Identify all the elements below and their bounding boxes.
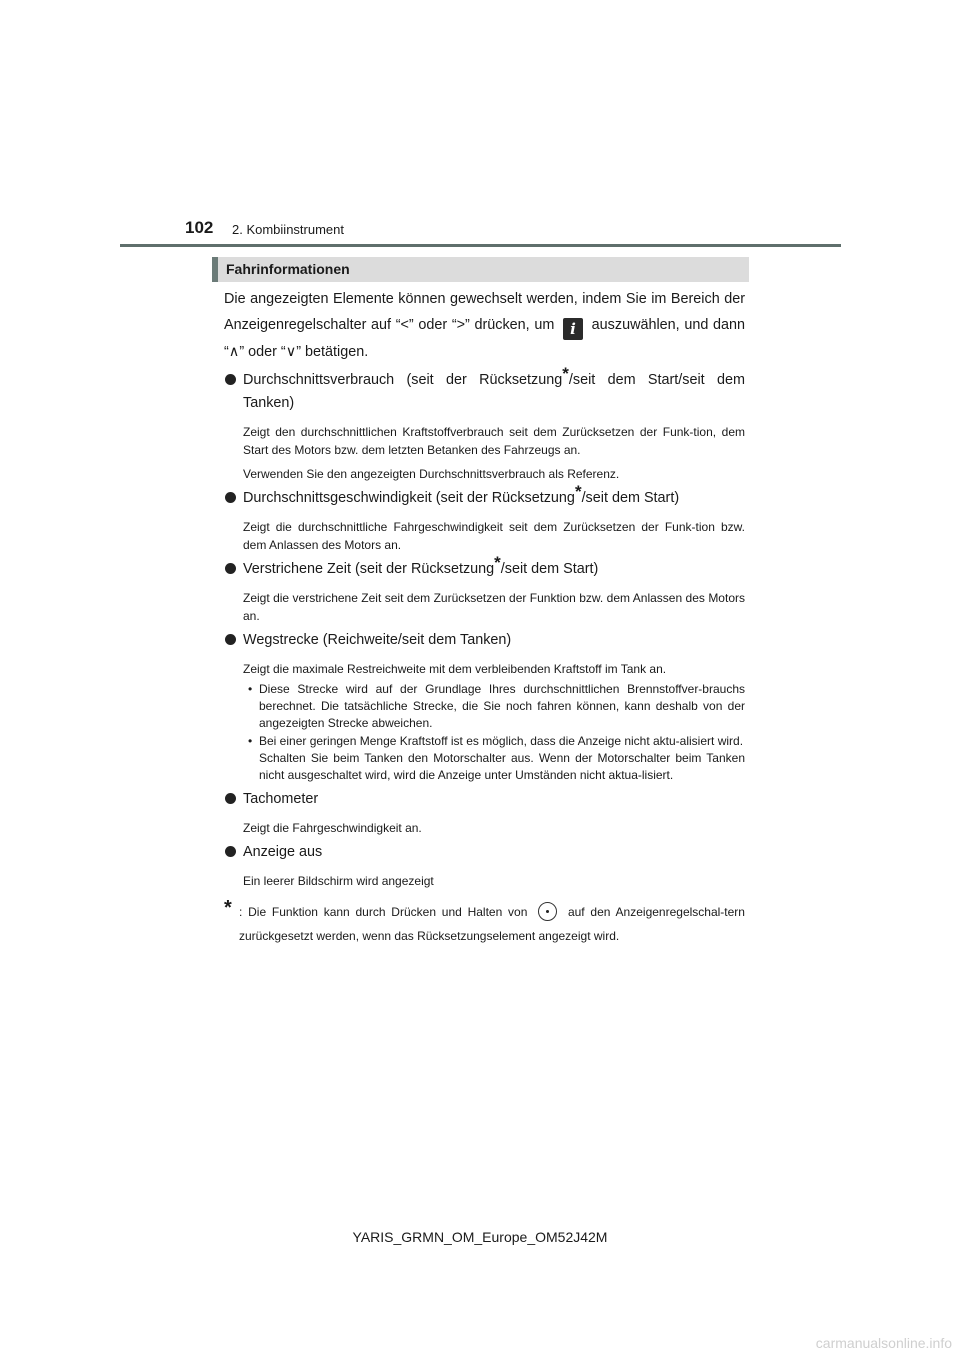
footnote-text-1: : Die Funktion kann durch Drücken und Halten von <box>239 905 528 920</box>
sub-list-item <box>243 733 745 785</box>
bullet-icon <box>225 793 236 804</box>
item-title: Wegstrecke (Reichweite/seit dem Tanken) <box>243 632 512 648</box>
page-number: 102 <box>185 218 214 237</box>
bullet-icon <box>225 846 236 857</box>
footnote-star: * <box>224 897 232 920</box>
item-title-text: Verstrichene Zeit (seit der Rücksetzung <box>243 561 495 577</box>
sub-item-text: Diese Strecke wird auf der Grundlage Ihres durchschnittlichen Brennstoffver-brauchs berechnet. Die tatsächliche Strecke, die Sie noch fahren können, kann deshalb von der angezeigten Strecke abweichen. <box>259 682 745 731</box>
list-item <box>224 629 745 784</box>
list-item <box>224 788 745 837</box>
item-title-text: Durchschnittsgeschwindigkeit (seit der Rücksetzung <box>243 490 575 506</box>
item-title-text-after: /seit dem Start/seit dem Tanken) <box>243 372 745 411</box>
bullet-icon <box>225 563 236 574</box>
intro-text-2: auszuwählen, und dann “∧” oder “∨” betätigen. <box>224 316 746 360</box>
document-code: YARIS_GRMN_OM_Europe_OM52J42M <box>352 1229 608 1245</box>
center-button-icon <box>538 902 557 921</box>
item-title: Anzeige aus <box>243 844 323 861</box>
item-title-text-after: /seit dem Start) <box>500 561 599 577</box>
footnote-star: * <box>494 553 501 572</box>
item-description: Zeigt die Fahrgeschwindigkeit an. <box>243 821 422 836</box>
item-title-text-after: /seit dem Start) <box>581 490 680 506</box>
info-icon: i <box>563 318 583 340</box>
intro-text-1: Die angezeigten Elemente können gewechselt werden, indem Sie im Bereich der Anzeigenregelschalter auf “<” oder “>” drücken, um <box>224 291 745 333</box>
sub-item-continuation: Schalten Sie beim Tanken den Motorschalter aus. Wenn der Motorschalter beim Tanken nicht ausgeschaltet wird, wird die Anzeige unter Umständen nicht aktua-lisiert. <box>259 750 745 783</box>
footnote-star: * <box>562 364 569 383</box>
footnote <box>224 897 745 948</box>
item-description: Zeigt den durchschnittlichen Kraftstoffverbrauch seit dem Zurücksetzen der Funk-tion, dem Start des Motors bzw. dem letzten Betanken des Fahrzeugs an. <box>243 425 745 457</box>
sub-list-item <box>243 681 745 733</box>
main-content <box>224 287 745 948</box>
list-item <box>224 841 745 890</box>
sub-bullet: • <box>248 682 253 696</box>
item-title-text: Durchschnittsverbrauch (seit der Rücksetzung <box>243 372 563 388</box>
section-accent <box>212 257 218 282</box>
sub-item-text: Bei einer geringen Menge Kraftstoff ist es möglich, dass die Anzeige nicht aktu-alisiert wird. <box>259 733 744 748</box>
bullet-icon <box>225 374 236 385</box>
footnote-star: * <box>574 482 582 501</box>
list-item <box>224 364 745 483</box>
header-divider <box>120 244 841 247</box>
chapter-title: 2. Kombiinstrument <box>232 222 344 237</box>
intro-paragraph <box>224 287 745 365</box>
item-title <box>243 553 745 581</box>
item-title <box>243 482 745 510</box>
section-header <box>212 257 749 282</box>
item-title <box>243 364 745 415</box>
list-item <box>224 482 745 554</box>
bullet-icon <box>225 634 236 645</box>
item-description: Zeigt die maximale Restreichweite mit dem verbleibenden Kraftstoff im Tank an. <box>243 662 667 676</box>
watermark-site: carmanualsonline.info <box>815 1335 952 1351</box>
item-description: Ein leerer Bildschirm wird angezeigt <box>243 874 434 889</box>
section-title: Fahrinformationen <box>226 261 350 277</box>
item-description: Zeigt die verstrichene Zeit seit dem Zurücksetzen der Funktion bzw. dem Anlassen des Motors an. <box>243 591 745 623</box>
sub-list <box>243 681 745 784</box>
bullet-icon <box>225 492 236 503</box>
list-item <box>224 553 745 625</box>
item-description: Verwenden Sie den angezeigten Durchschnittsverbrauch als Referenz. <box>243 467 620 481</box>
sub-bullet: • <box>248 733 253 748</box>
footnote-text-2: auf den Anzeigenregelschal-tern zurückgesetzt werden, wenn das Rücksetzungselement angezeigt wird. <box>239 905 745 944</box>
item-description: Zeigt die durchschnittliche Fahrgeschwindigkeit seit dem Zurücksetzen der Funk-tion bzw. dem Anlassen des Motors an. <box>243 520 745 552</box>
item-title: Tachometer <box>243 791 319 808</box>
